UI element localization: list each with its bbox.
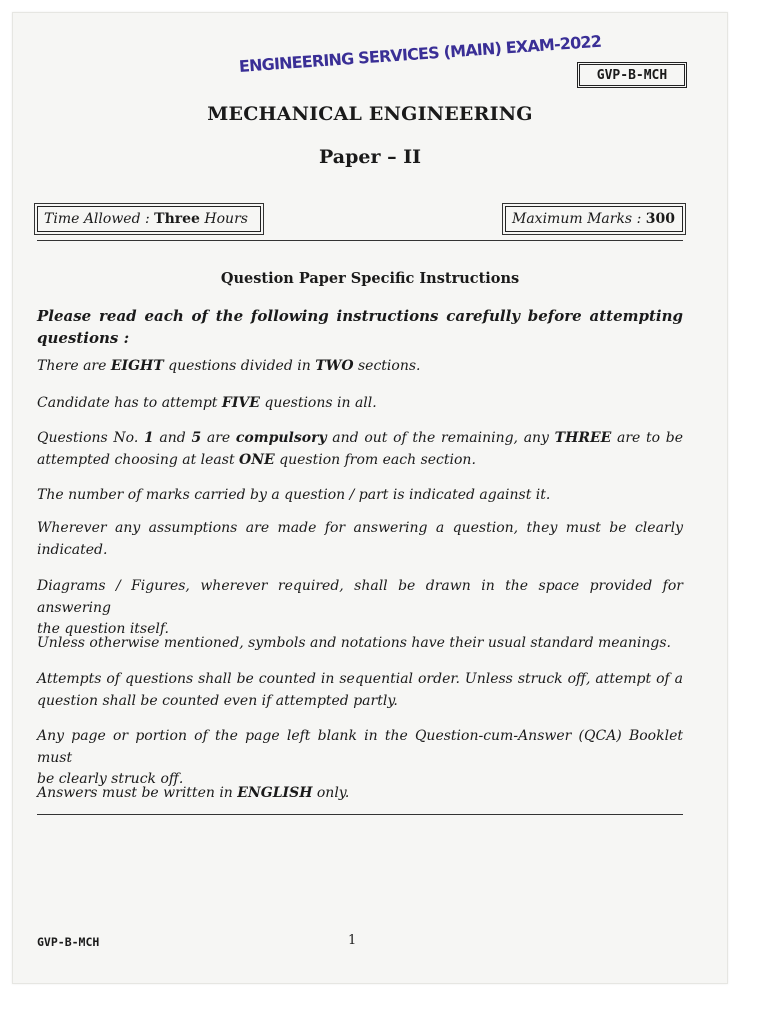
- instruction-item: Candidate has to attempt FIVE questions in all.: [37, 395, 377, 411]
- paper-title: Paper – II: [319, 146, 421, 168]
- instruction-item: Wherever any assumptions are made for answering a question, they must be clearly indicated.: [37, 520, 683, 558]
- time-allowed-label: Time Allowed :: [44, 211, 150, 227]
- maximum-marks-value: 300: [645, 211, 675, 227]
- time-allowed-value: Three: [154, 211, 200, 227]
- exam-stamp: ENGINEERING SERVICES (MAIN) EXAM-2022: [238, 31, 602, 76]
- time-allowed-unit: Hours: [204, 211, 248, 227]
- section-heading: Question Paper Specific Instructions: [220, 270, 520, 287]
- exam-paper-page: [12, 12, 728, 984]
- instruction-item: Questions No. 1 and 5 are compulsory and out of the remaining, any THREE are to be attempted choosing at least ONE question from each section.: [37, 430, 683, 468]
- instruction-item: Diagrams / Figures, wherever required, shall be drawn in the space provided for answering the question itself.: [37, 578, 683, 637]
- maximum-marks-label: Maximum Marks :: [512, 211, 642, 227]
- paper-code-box: GVP-B-MCH: [579, 64, 685, 86]
- instruction-item: Attempts of questions shall be counted in sequential order. Unless struck off, attempt of a question shall be counted even if attempted partly.: [37, 671, 683, 709]
- instruction-item: Any page or portion of the page left blank in the Question-cum-Answer (QCA) Booklet must be clearly struck off.: [37, 728, 683, 787]
- page-number: 1: [348, 933, 357, 948]
- instruction-item: The number of marks carried by a question / part is indicated against it.: [37, 487, 551, 503]
- instruction-item: Answers must be written in ENGLISH only.: [37, 785, 350, 801]
- bottom-divider: [37, 814, 683, 815]
- instruction-item: Unless otherwise mentioned, symbols and notations have their usual standard meanings.: [37, 635, 671, 651]
- top-divider: [37, 240, 683, 241]
- footer-paper-code: GVP-B-MCH: [37, 935, 100, 949]
- maximum-marks-box: [505, 206, 683, 232]
- instruction-item: There are EIGHT questions divided in TWO sections.: [37, 358, 421, 374]
- subject-title: MECHANICAL ENGINEERING: [207, 103, 533, 125]
- time-allowed-box: [37, 206, 261, 232]
- instructions-preamble: Please read each of the following instructions carefully before attempting questions :: [37, 307, 683, 347]
